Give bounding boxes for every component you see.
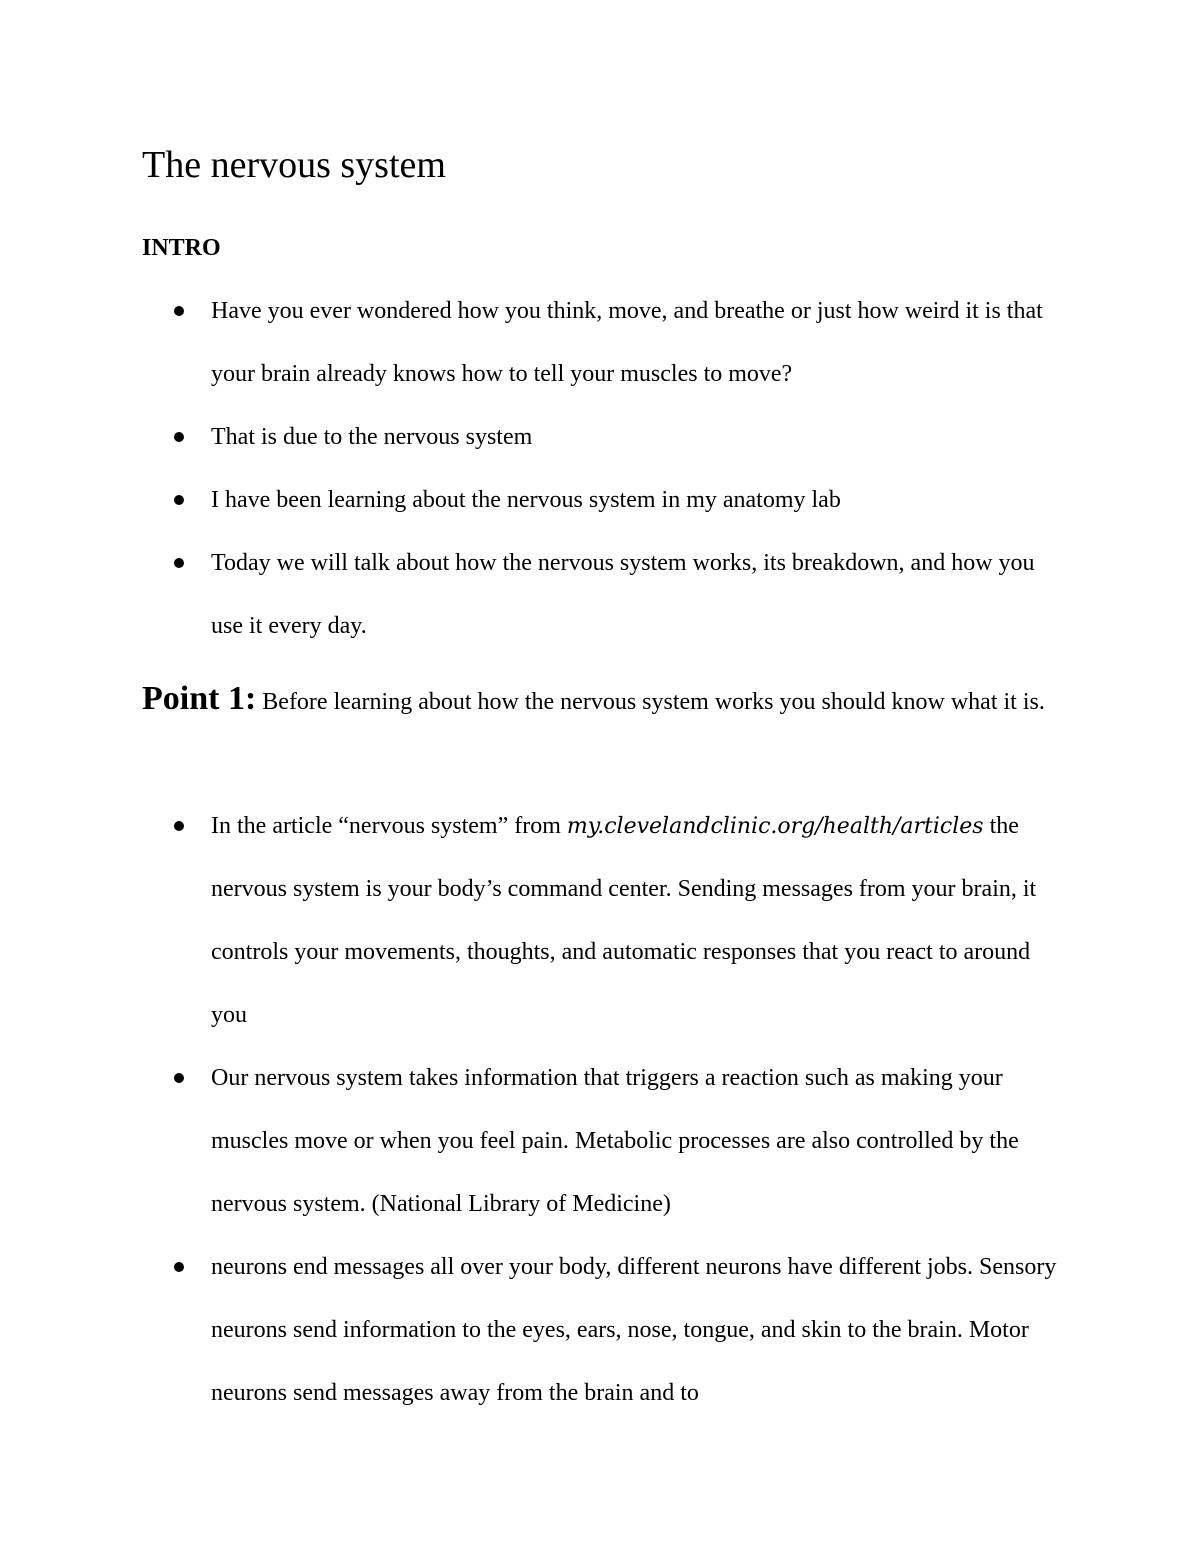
- point-1-label: Point 1:: [142, 680, 257, 717]
- point-1-paragraph: [142, 666, 1052, 735]
- source-citation: my.clevelandclinic.org/health/articles: [566, 814, 984, 839]
- document-title: The nervous system: [142, 144, 446, 186]
- list-item-text: In the article “nervous system” from: [211, 813, 561, 839]
- list-item-text: That is due to the nervous system: [211, 424, 533, 450]
- list-item-text: neurons end messages all over your body, different neurons have different jobs. Sensory neurons send information to the eyes, ears, nose, tongue, and skin to the brain. Motor neurons send messages away from the brain and to: [211, 1254, 1057, 1406]
- list-item: [0, 795, 1061, 1047]
- list-item-text: Have you ever wondered how you think, move, and breathe or just how weird it is that your brain already knows how to tell your muscles to move?: [211, 298, 1043, 387]
- list-item-text: Today we will talk about how the nervous system works, its breakdown, and how you use it every day.: [211, 550, 1035, 639]
- list-item: [0, 469, 1061, 532]
- list-item-text: I have been learning about the nervous system in my anatomy lab: [211, 487, 841, 513]
- bullet-icon: [174, 1262, 184, 1272]
- bullet-icon: [174, 558, 184, 568]
- bullet-icon: [174, 495, 184, 505]
- list-item: [0, 532, 1061, 658]
- list-item: [0, 1236, 1061, 1425]
- intro-heading: INTRO: [142, 235, 221, 261]
- intro-bullet-list: [0, 280, 1200, 658]
- bullet-icon: [174, 306, 184, 316]
- list-item-text: Our nervous system takes information that triggers a reaction such as making your muscles move or when you feel pain. Metabolic processes are also controlled by the nervous system. (National Library of Medicine): [211, 1065, 1019, 1217]
- list-item: [0, 1047, 1061, 1236]
- point-1-text: Before learning about how the nervous system works you should know what it is.: [262, 689, 1045, 715]
- bullet-icon: [174, 1073, 184, 1083]
- list-item: [0, 406, 1061, 469]
- bullet-icon: [174, 432, 184, 442]
- point-1-bullet-list: [0, 795, 1200, 1425]
- list-item-text: the nervous system is your body’s command center. Sending messages from your brain, it controls your movements, thoughts, and automatic responses that you react to around you: [211, 813, 1037, 1028]
- list-item: [0, 280, 1061, 406]
- bullet-icon: [174, 821, 184, 831]
